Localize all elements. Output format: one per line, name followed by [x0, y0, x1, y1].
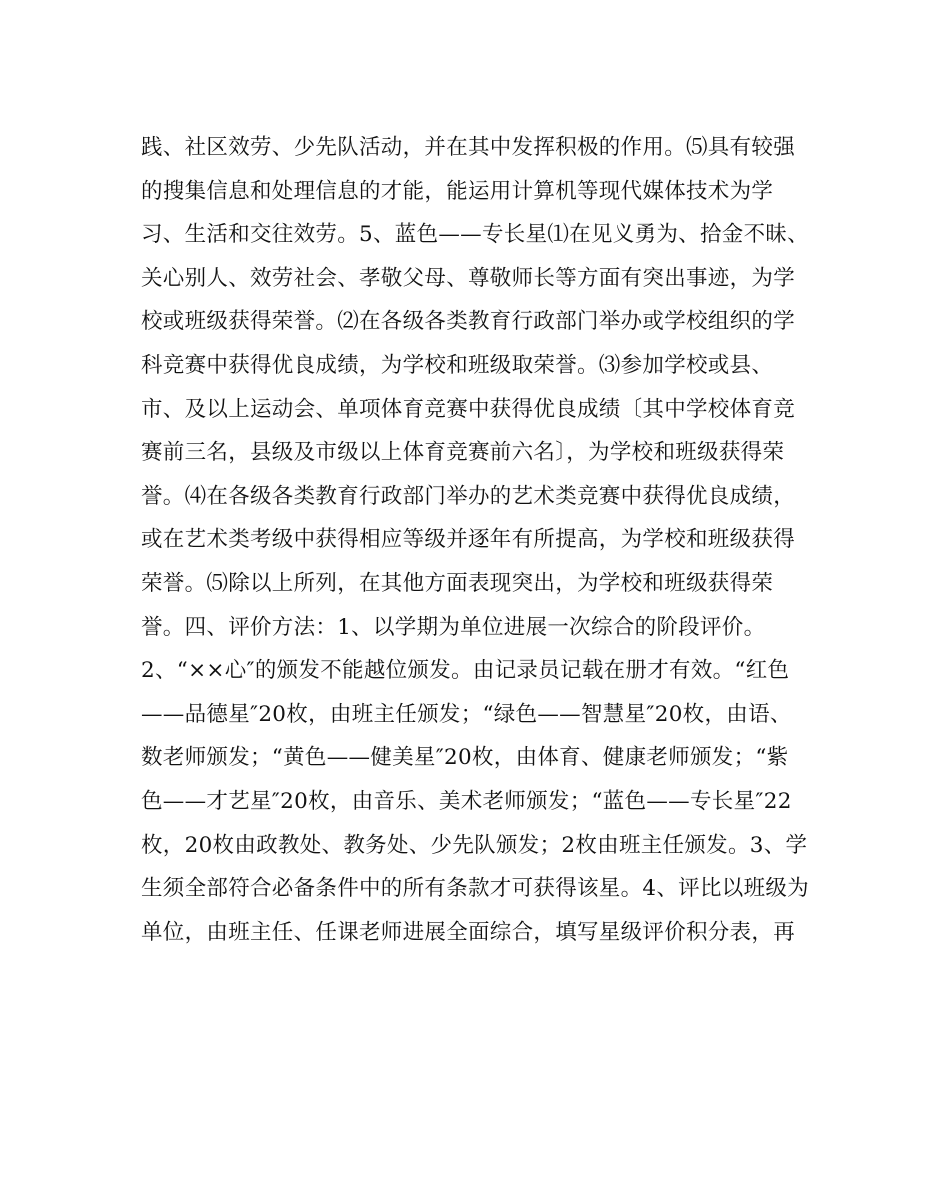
- text-line-7: 市、及以上运动会、单项体育竞赛中获得优良成绩〔其中学校体育竞: [141, 396, 796, 422]
- text-line-2: 的搜集信息和处理信息的才能，能运用计算机等现代媒体技术为学: [141, 178, 774, 204]
- text-line-6: 科竞赛中获得优良成绩，为学校和班级取荣誉。⑶参加学校或县、: [141, 352, 774, 378]
- text-line-15: 数老师颁发；“黄色——健美星″20枚，由体育、健康老师颁发；“紫: [141, 745, 789, 771]
- text-line-1: 践、社区效劳、少先队活动，并在其中发挥积极的作用。⑸具有较强: [141, 135, 796, 160]
- text-line-17: 枚，20枚由政教处、教务处、少先队颁发；2枚由班主任颁发。3、学: [141, 832, 808, 858]
- text-line-12: 誉。四、评价方法：1、以学期为单位进展一次综合的阶段评价。: [141, 614, 766, 640]
- text-line-19: 单位，由班主任、任课老师进展全面综合，填写星级评价积分表，再: [141, 919, 796, 945]
- text-line-4: 关心别人、效劳社会、孝敬父母、尊敬师长等方面有突出事迹，为学: [141, 265, 796, 291]
- text-line-9: 誉。⑷在各级各类教育行政部门举办的艺术类竞赛中获得优良成绩，: [141, 483, 796, 509]
- text-line-5: 校或班级获得荣誉。⑵在各级各类教育行政部门举办或学校组织的学: [141, 309, 796, 335]
- text-line-10: 或在艺术类考级中获得相应等级并逐年有所提高，为学校和班级获得: [141, 527, 796, 553]
- text-line-14: ——品德星″20枚，由班主任颁发；“绿色——智慧星″20枚，由语、: [141, 701, 792, 727]
- text-line-13: 2、“××心″的颁发不能越位颁发。由记录员记载在册才有效。“红色: [141, 658, 790, 684]
- text-line-18: 生须全部符合必备条件中的所有条款才可获得该星。4、评比以班级为: [141, 876, 809, 902]
- text-line-16: 色——才艺星″20枚，由音乐、美术老师颁发；“蓝色——专长星″22: [141, 788, 792, 814]
- text-line-3: 习、生活和交往效劳。5、蓝色——专长星⑴在见义勇为、拾金不昧、: [141, 222, 809, 248]
- text-line-8: 赛前三名，县级及市级以上体育竞赛前六名〕，为学校和班级获得荣: [141, 440, 785, 466]
- body-text: [141, 126, 821, 954]
- text-line-11: 荣誉。⑸除以上所列，在其他方面表现突出，为学校和班级获得荣: [141, 570, 774, 596]
